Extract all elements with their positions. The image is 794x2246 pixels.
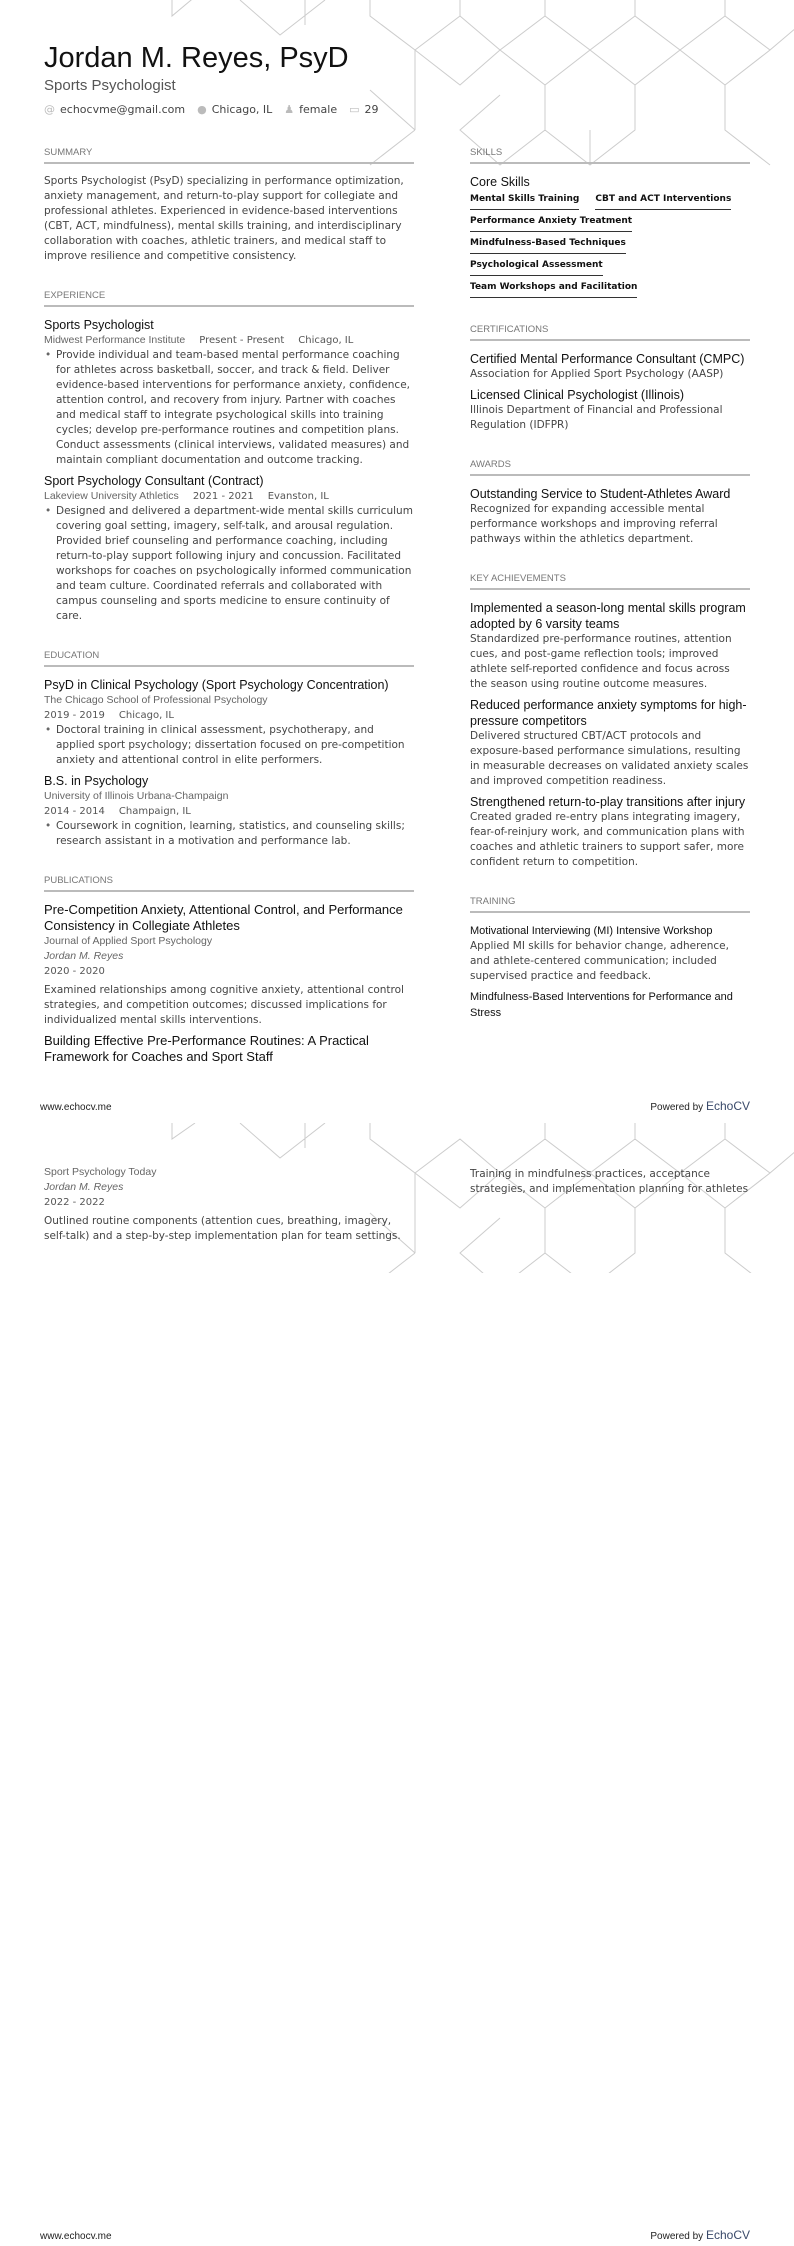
bullet: • Designed and delivered a department-wide mental skills curriculum covering goal setting, imagery, self-talk, and arousal regulation. Provided brief counseling and performance coaching, including return-to-play support following injury and concussion. Facilitated workshops for coaches on psychologically informed communication and team culture. Coordinated referrals and collaborated with campus counseling and sports medicine to ensure continuity of care. [44, 504, 414, 624]
training-name: Mindfulness-Based Interventions for Performance and Stress [470, 991, 733, 1019]
contact-location [197, 103, 272, 116]
powered-by-label: Powered by [650, 1102, 704, 1113]
dates: 2020 - 2020 [44, 966, 105, 977]
skill-group-title: Core Skills [470, 175, 530, 189]
training-item [470, 923, 750, 984]
author: Jordan M. Reyes [44, 1181, 124, 1193]
training-section [470, 896, 750, 1021]
achievement-item [470, 697, 750, 789]
school: The Chicago School of Professional Psychology [44, 694, 268, 706]
publication-item [44, 1033, 414, 1065]
publication-description: Examined relationships among cognitive anxiety, attentional control strategies, and competition outcomes; discussed implications for individualized mental skills interventions. [44, 984, 404, 1026]
publication-description: Outlined routine components (attention cues, breathing, imagery, self-talk) and a step-by-step implementation plan for team settings. [44, 1215, 401, 1242]
age-text: 29 [364, 103, 379, 116]
page-footer [40, 1097, 750, 1113]
certification-issuer: Illinois Department of Financial and Professional Regulation (IDFPR) [470, 404, 723, 431]
powered-by [650, 2228, 750, 2242]
skill-tag: Performance Anxiety Treatment [470, 216, 632, 232]
school: University of Illinois Urbana-Champaign [44, 790, 229, 802]
experience-section [44, 290, 414, 624]
powered-by [650, 1099, 750, 1113]
contact-gender [284, 103, 337, 116]
skill-list [470, 194, 750, 298]
education-item [44, 677, 414, 768]
skill-tag: Team Workshops and Facilitation [470, 282, 637, 298]
dates: 2021 - 2021 [192, 491, 254, 502]
skills-section [470, 147, 750, 298]
publication-title: Pre-Competition Anxiety, Attentional Control, and Performance Consistency in Collegiate Athletes [44, 902, 403, 933]
dates: 2019 - 2019 [44, 710, 105, 721]
job-title: Sports Psychologist [44, 318, 154, 332]
author: Jordan M. Reyes [44, 950, 124, 962]
dates: 2022 - 2022 [44, 1197, 105, 1208]
left-column-continued [44, 1165, 414, 1244]
section-heading: CERTIFICATIONS [470, 324, 750, 341]
website-link[interactable]: www.echocv.me [40, 1102, 112, 1113]
bullet: • Provide individual and team-based mental performance coaching for athletes across basketball, soccer, and track & field. Deliver evidence-based interventions for performance anxiety, confidence, attention control, and recovery from injury. Partner with coaches and medical staff to integrate psychological skills into training cycles; develop pre-performance routines and competition plans. Conduct assessments (clinical interviews, validated measures) and maintain compliant documentation and outcome tracking. [44, 348, 414, 468]
candidate-name: Jordan M. Reyes, PsyD [44, 42, 349, 74]
achievement-name: Strengthened return-to-play transitions after injury [470, 795, 746, 809]
section-heading: SKILLS [470, 147, 750, 164]
dates: 2014 - 2014 [44, 806, 105, 817]
training-name: Motivational Interviewing (MI) Intensive Workshop [470, 925, 713, 937]
location: Chicago, IL [118, 710, 174, 721]
section-heading: KEY ACHIEVEMENTS [470, 573, 750, 590]
award-description: Recognized for expanding accessible mental performance workshops and improving referral pathways within the athletics department. [470, 503, 718, 545]
achievement-item [470, 600, 750, 692]
achievement-description: Created graded re-entry plans integrating imagery, fear-of-reinjury work, and communication plans with coaches and athletic trainers to support safer, more confident return to competition. [470, 811, 745, 868]
achievements-section [470, 573, 750, 870]
achievement-item [470, 794, 750, 870]
section-heading: SUMMARY [44, 147, 414, 164]
education-item [44, 773, 414, 849]
contact-age [349, 103, 378, 116]
brand-logo: EchoCV [705, 1099, 750, 1113]
at-icon: @ [44, 103, 55, 116]
degree: B.S. in Psychology [44, 774, 149, 788]
certifications-section [470, 324, 750, 433]
award-name: Outstanding Service to Student-Athletes Award [470, 487, 731, 501]
location-text: Chicago, IL [211, 103, 273, 116]
certification-item [470, 351, 750, 382]
brand-logo: EchoCV [705, 2228, 750, 2242]
right-column-continued [470, 1167, 750, 1197]
skill-tag: Psychological Assessment [470, 260, 603, 276]
page-footer [40, 2226, 750, 2242]
powered-by-label: Powered by [650, 2231, 704, 2242]
website-link[interactable]: www.echocv.me [40, 2231, 112, 2242]
certification-name: Licensed Clinical Psychologist (Illinois) [470, 388, 684, 402]
person-icon: ♟ [284, 103, 295, 116]
calendar-icon: ▭ [349, 103, 360, 116]
location: Evanston, IL [267, 491, 329, 502]
certification-name: Certified Mental Performance Consultant (CMPC) [470, 352, 745, 366]
publication-title: Building Effective Pre-Performance Routines: A Practical Framework for Coaches and Sport Staff [44, 1033, 369, 1064]
achievement-name: Reduced performance anxiety symptoms for high-pressure competitors [470, 698, 747, 728]
skill-tag: Mental Skills Training [470, 194, 579, 210]
section-heading: EXPERIENCE [44, 290, 414, 307]
section-heading: EDUCATION [44, 650, 414, 667]
experience-item [44, 473, 414, 624]
training-description: Applied MI skills for behavior change, adherence, and athlete-centered communication; included supervised practice and feedback. [470, 940, 729, 982]
bullet: • Coursework in cognition, learning, statistics, and counseling skills; research assistant in a motivation and performance lab. [44, 819, 414, 849]
contact-info [44, 103, 379, 116]
skill-tag: CBT and ACT Interventions [595, 194, 731, 210]
email-text: echocvme@gmail.com [60, 103, 186, 116]
section-heading: TRAINING [470, 896, 750, 913]
section-heading: AWARDS [470, 459, 750, 476]
summary-section [44, 147, 414, 264]
company: Lakeview University Athletics [44, 490, 179, 502]
publication-item [44, 902, 414, 1028]
training-description: Training in mindfulness practices, acceptance strategies, and implementation planning for athletes [470, 1168, 749, 1195]
contact-email[interactable] [44, 103, 185, 116]
experience-item [44, 317, 414, 468]
training-item [470, 989, 750, 1021]
job-title: Sport Psychology Consultant (Contract) [44, 474, 264, 488]
left-column [44, 147, 414, 1091]
location: Chicago, IL [298, 335, 354, 346]
journal: Sport Psychology Today [44, 1166, 157, 1178]
section-heading: PUBLICATIONS [44, 875, 414, 892]
candidate-title: Sports Psychologist [44, 77, 176, 94]
location-pin-icon: ● [197, 103, 207, 116]
gender-text: female [299, 103, 338, 116]
skill-tag: Mindfulness-Based Techniques [470, 238, 626, 254]
education-section [44, 650, 414, 849]
achievement-description: Delivered structured CBT/ACT protocols and exposure-based performance simulations, resulting in measurable decreases on validated anxiety scales and improved competition readiness. [470, 730, 749, 787]
awards-section [470, 459, 750, 547]
certification-item [470, 387, 750, 433]
summary-text: Sports Psychologist (PsyD) specializing in performance optimization, anxiety management, and return-to-play support for collegiate and professional athletes. Experienced in evidence-based interventions (CBT, ACT, mindfulness), mental skills training, and interdisciplinary collaboration with coaches, athletic trainers, and medical staff to improve resilience and competitive consistency. [44, 175, 404, 262]
geometric-background-pattern [170, 0, 794, 170]
achievement-name: Implemented a season-long mental skills program adopted by 6 varsity teams [470, 601, 746, 631]
journal: Journal of Applied Sport Psychology [44, 935, 213, 947]
company: Midwest Performance Institute [44, 334, 186, 346]
degree: PsyD in Clinical Psychology (Sport Psychology Concentration) [44, 678, 389, 692]
publications-section [44, 875, 414, 1065]
bullet: • Doctoral training in clinical assessment, psychotherapy, and applied sport psychology; dissertation focused on pre-competition anxiety and attentional control in elite performers. [44, 723, 414, 768]
certification-issuer: Association for Applied Sport Psychology (AASP) [470, 368, 724, 380]
right-column [470, 147, 750, 1047]
achievement-description: Standardized pre-performance routines, attention cues, and post-game reflection tools; improved athlete self-reported confidence and focus across the season using routine outcome measures. [470, 633, 732, 690]
resume-page-2 [0, 1123, 794, 2246]
location: Champaign, IL [118, 806, 191, 817]
dates: Present - Present [199, 335, 285, 346]
